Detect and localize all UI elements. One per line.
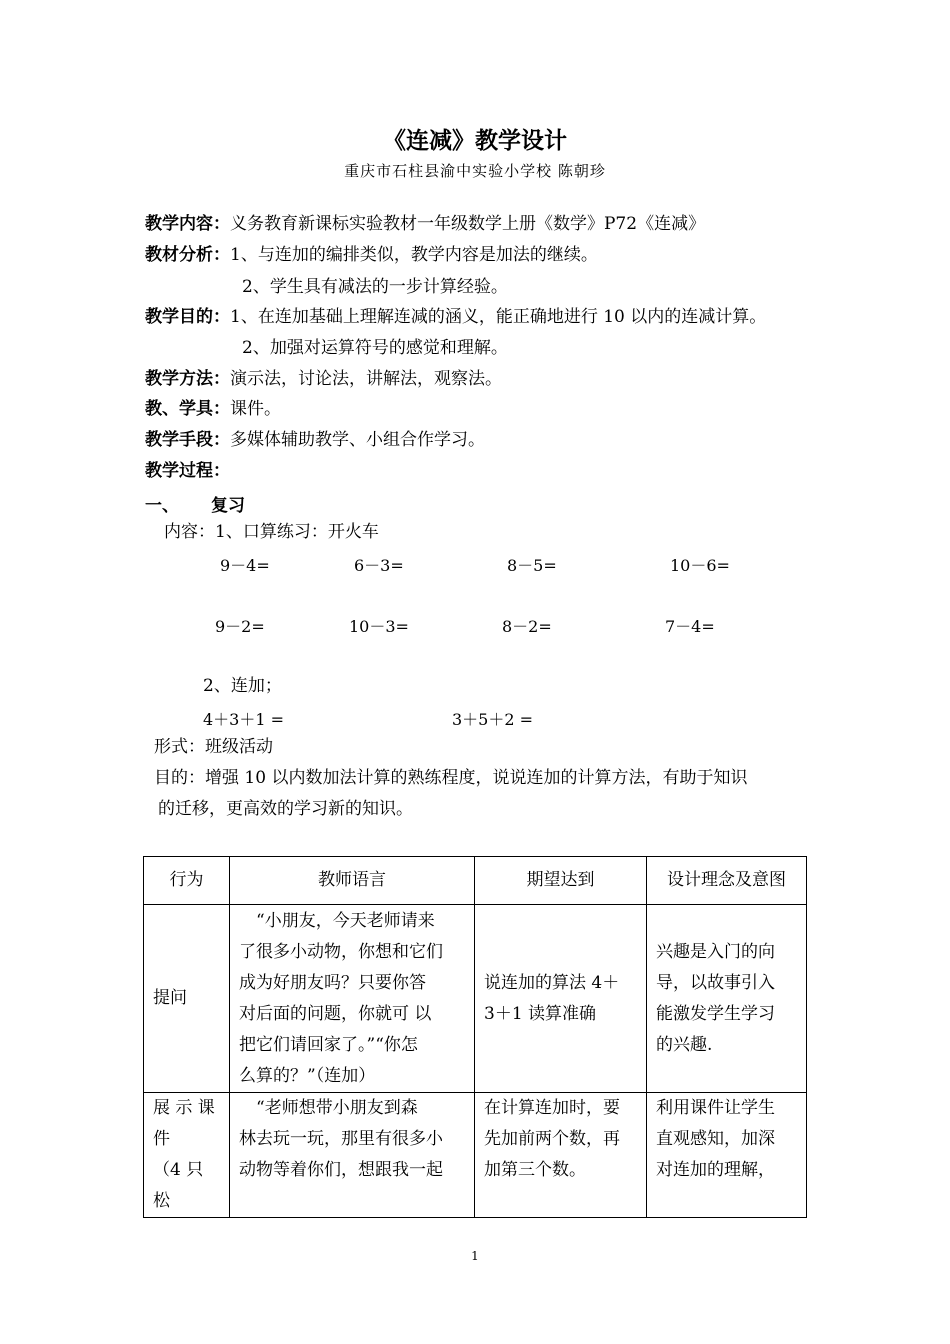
- goal-row: [145, 307, 766, 327]
- row-teacher-language: [230, 905, 475, 1093]
- addition-item: 4＋3＋1 =: [203, 710, 285, 729]
- header-teacher-language: 教师语言: [230, 857, 475, 905]
- section-title: 复习: [211, 496, 245, 516]
- means-value: 多媒体辅助教学、小组合作学习。: [230, 430, 485, 450]
- tools-row: [145, 399, 281, 419]
- author-line: 重庆市石柱县渝中实验小学校 陈朝珍: [344, 162, 606, 180]
- text-line: 利用课件让学生: [656, 1098, 775, 1118]
- text-line: 林去玩一玩，那里有很多小: [239, 1129, 443, 1149]
- text-line: 在计算连加时，要: [484, 1098, 620, 1118]
- text-line: “小朋友，今天老师请来: [256, 910, 435, 931]
- mental-math-item: 7－4=: [665, 617, 715, 636]
- text-line: 么算的？”（连加）: [239, 1065, 376, 1086]
- row-expectation: [475, 905, 647, 1093]
- table-row: [144, 1093, 807, 1218]
- process-label: 教学过程：: [145, 461, 230, 481]
- purpose-line-1: 目的：增强 10 以内数加法计算的熟练程度，说说连加的计算方法，有助于知识: [154, 768, 748, 788]
- text-line: “老师想带小朋友到森: [256, 1098, 418, 1118]
- text-line: 把它们请回家了。”“你怎: [239, 1034, 418, 1055]
- goal-label: 教学目的：: [145, 307, 230, 327]
- header-design-idea: 设计理念及意图: [647, 857, 807, 905]
- header-action: 行为: [144, 857, 230, 905]
- row-design-idea: [647, 905, 807, 1093]
- mental-math-item: 10－3=: [349, 617, 409, 636]
- analysis-item-2: 2、学生具有减法的一步计算经验。: [242, 277, 508, 297]
- method-label: 教学方法：: [145, 369, 230, 389]
- table-header-row: [144, 857, 807, 905]
- goal-item-2: 2、加强对运算符号的感觉和理解。: [242, 338, 508, 358]
- row-design-idea: [647, 1093, 807, 1218]
- document-title: 《连减》教学设计: [383, 127, 567, 154]
- addition-label: 2、连加；: [203, 676, 282, 696]
- row-expectation: [475, 1093, 647, 1218]
- text-line: 的兴趣.: [656, 1034, 713, 1055]
- text-line: 直观感知，加深: [656, 1129, 775, 1149]
- row-teacher-language: [230, 1093, 475, 1218]
- text-line: 对连加的理解，: [656, 1160, 775, 1180]
- section-number: 一、: [145, 496, 179, 516]
- text-line: 展 示 课: [153, 1098, 215, 1118]
- content-value: 义务教育新课标实验教材一年级数学上册《数学》P72《连减》: [230, 214, 706, 234]
- mental-math-item: 6－3=: [354, 556, 404, 575]
- mental-math-item: 9－2=: [215, 617, 265, 636]
- tools-label: 教、学具：: [145, 399, 230, 419]
- text-line: 了很多小动物，你想和它们: [239, 941, 443, 962]
- text-line: 3＋1 读算准确: [484, 1003, 597, 1024]
- means-label: 教学手段：: [145, 430, 230, 450]
- page-number: 1: [471, 1249, 479, 1263]
- text-line: 说连加的算法 4＋: [484, 972, 620, 993]
- analysis-item-1: 1、与连加的编排类似，教学内容是加法的继续。: [230, 245, 598, 265]
- activity-form: 形式：班级活动: [154, 737, 273, 757]
- means-row: [145, 430, 485, 450]
- analysis-row: [145, 245, 598, 265]
- purpose-line-2: 的迁移，更高效的学习新的知识。: [158, 799, 413, 819]
- mental-math-item: 8－2=: [502, 617, 552, 636]
- mental-math-item: 9－4=: [220, 556, 270, 575]
- text-line: 导，以故事引入: [656, 972, 775, 993]
- method-value: 演示法，讨论法，讲解法，观察法。: [230, 369, 502, 389]
- row-action: [144, 1093, 230, 1218]
- lesson-table: [143, 856, 807, 1218]
- row-action: 提问: [144, 905, 230, 1093]
- text-line: 成为好朋友吗？只要你答: [239, 972, 426, 993]
- method-row: [145, 369, 502, 389]
- tools-value: 课件。: [230, 399, 281, 419]
- addition-item: 3＋5＋2 =: [452, 710, 534, 729]
- text-line: 兴趣是入门的向: [656, 941, 775, 962]
- mental-math-item: 10－6=: [670, 556, 730, 575]
- text-line: 能激发学生学习: [656, 1003, 775, 1024]
- content-label: 教学内容：: [145, 214, 230, 234]
- analysis-label: 教材分析：: [145, 245, 230, 265]
- text-line: （4 只松: [153, 1160, 204, 1211]
- table-row: [144, 905, 807, 1093]
- mental-math-item: 8－5=: [507, 556, 557, 575]
- text-line: 动物等着你们，想跟我一起: [239, 1160, 443, 1180]
- text-line: 加第三个数。: [484, 1160, 586, 1180]
- text-line: 件: [153, 1129, 170, 1149]
- content-row: [145, 214, 705, 234]
- text-line: 先加前两个数，再: [484, 1129, 620, 1149]
- review-content-intro: 内容：1、口算练习：开火车: [164, 522, 379, 542]
- text-line: 对后面的问题，你就可 以: [239, 1003, 432, 1024]
- goal-item-1: 1、在连加基础上理解连减的涵义，能正确地进行 10 以内的连减计算。: [230, 307, 767, 327]
- header-expectation: 期望达到: [475, 857, 647, 905]
